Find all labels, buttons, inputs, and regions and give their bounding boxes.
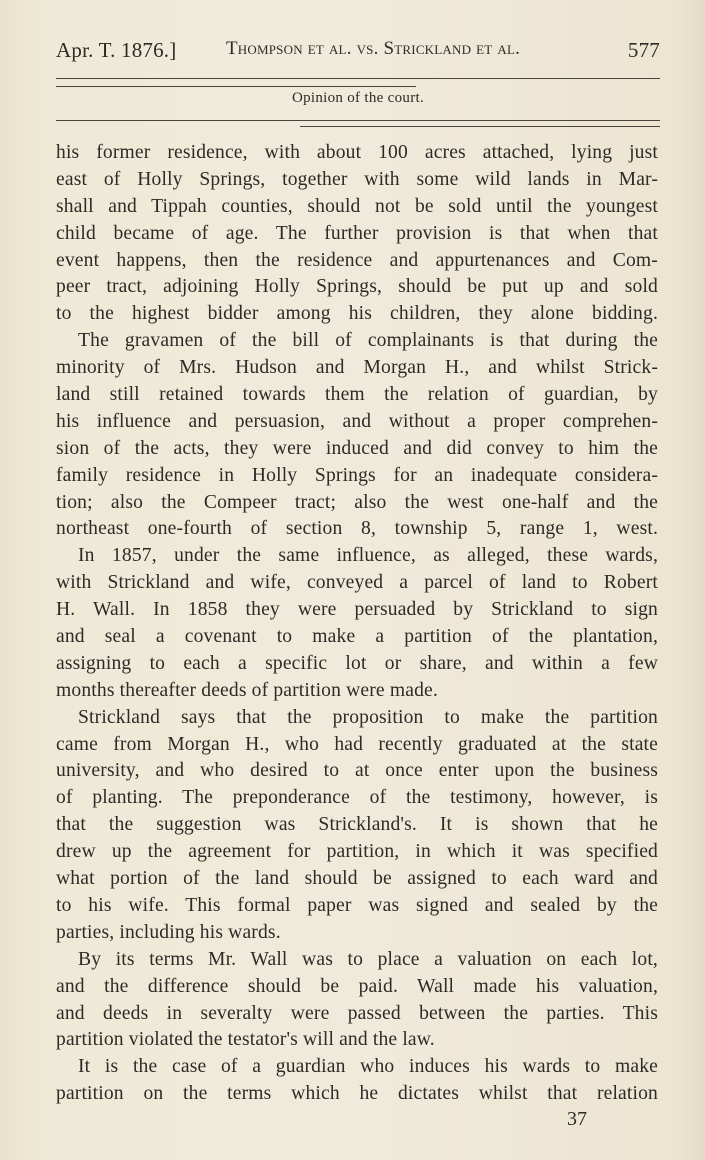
text-line: with Strickland and wife, conveyed a parcel of land to Robert <box>56 572 658 594</box>
text-line: university, and who desired to at once enter upon the business <box>56 760 658 782</box>
text-line: family residence in Holly Springs for an inadequate considera- <box>56 464 658 486</box>
text-line: minority of Mrs. Hudson and Morgan H., and whilst Strick- <box>56 357 658 379</box>
text-line: his influence and persuasion, and without a proper comprehen- <box>56 410 658 432</box>
text-line: event happens, then the residence and appurtenances and Com- <box>56 249 658 271</box>
text-line: In 1857, under the same influence, as alleged, these wards, <box>78 545 658 567</box>
text-line: shall and Tippah counties, should not be sold until the youngest <box>56 195 658 217</box>
text-line: that the suggestion was Strickland's. It is shown that he <box>56 814 658 836</box>
text-line: northeast one-fourth of section 8, township 5, range 1, west. <box>56 518 658 540</box>
text-line: sion of the acts, they were induced and did convey to him the <box>56 437 658 459</box>
text-line: his former residence, with about 100 acres attached, lying just <box>56 142 658 163</box>
opinion-text <box>56 140 658 1108</box>
case-title: Thompson et al. vs. Strickland et al. <box>226 38 521 59</box>
text-line: partition violated the testator's will and the law. <box>56 1029 435 1051</box>
text-line: H. Wall. In 1858 they were persuaded by Strickland to sign <box>56 599 658 621</box>
term-date: Apr. T. 1876.] <box>56 38 177 62</box>
text-line: east of Holly Springs, together with some wild lands in Mar- <box>56 168 658 190</box>
text-line: to the highest bidder among his children, they alone bidding. <box>56 303 658 325</box>
text-line: drew up the agreement for partition, in which it was specified <box>56 841 658 863</box>
text-line: peer tract, adjoining Holly Springs, should be put up and sold <box>56 276 658 298</box>
text-line: months thereafter deeds of partition were made. <box>56 679 438 701</box>
signature-mark: 37 <box>567 1108 587 1130</box>
text-line: and seal a covenant to make a partition of the plantation, <box>56 626 658 648</box>
text-line: The gravamen of the bill of complainants is that during the <box>78 330 658 352</box>
header-rule <box>56 78 660 79</box>
text-line: of planting. The preponderance of the testimony, however, is <box>56 787 658 809</box>
text-line: Strickland says that the proposition to make the partition <box>78 706 658 728</box>
text-line: It is the case of a guardian who induces his wards to make <box>78 1056 658 1078</box>
text-line: and the difference should be paid. Wall made his valuation, <box>56 975 658 997</box>
section-heading: Opinion of the court. <box>291 90 425 106</box>
section-rule <box>300 126 660 127</box>
text-line: to his wife. This formal paper was signed and sealed by the <box>56 894 658 916</box>
text-line: and deeds in severalty were passed between the parties. This <box>56 1002 658 1024</box>
text-line: child became of age. The further provision is that when that <box>56 222 658 244</box>
section-rule <box>56 120 660 121</box>
text-line: By its terms Mr. Wall was to place a valuation on each lot, <box>78 948 658 970</box>
header-rule <box>56 86 416 87</box>
page-number: 577 <box>627 38 660 62</box>
text-line: parties, including his wards. <box>56 921 281 943</box>
running-head <box>56 34 660 64</box>
text-line: came from Morgan H., who had recently graduated at the state <box>56 733 658 755</box>
text-line: tion; also the Compeer tract; also the west one-half and the <box>56 491 658 513</box>
text-line: what portion of the land should be assigned to each ward and <box>56 868 658 890</box>
text-line: land still retained towards them the relation of guardian, by <box>56 384 658 406</box>
text-line: partition on the terms which he dictates whilst that relation <box>56 1083 658 1105</box>
text-line: assigning to each a specific lot or share, and within a few <box>56 652 658 674</box>
